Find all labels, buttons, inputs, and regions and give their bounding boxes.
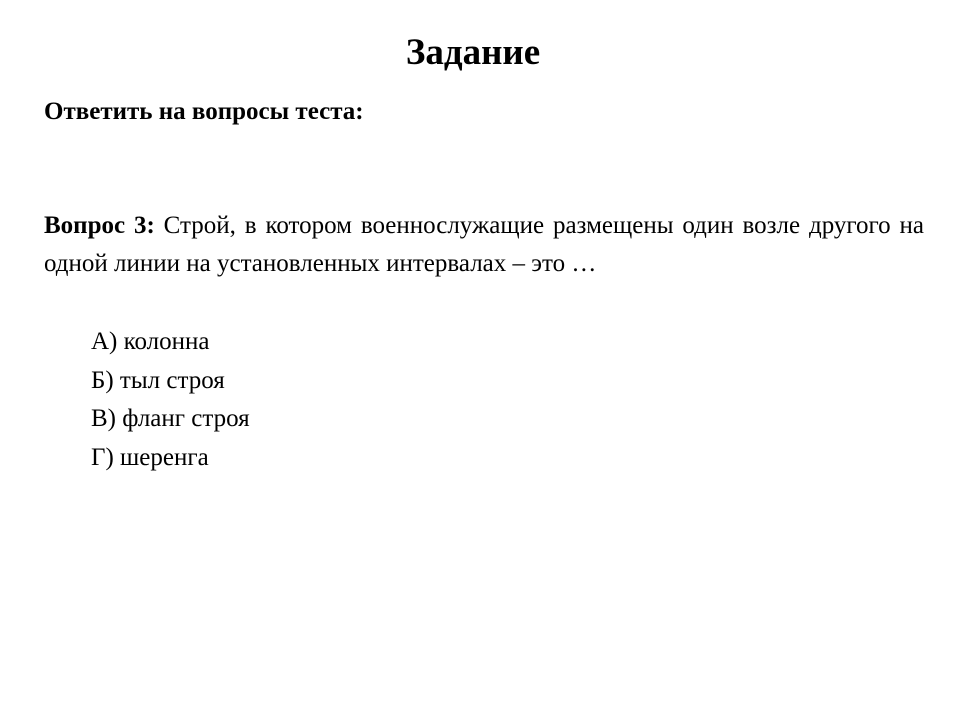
- answer-option-a: А) колонна: [91, 328, 210, 355]
- question-label: Вопрос 3:: [44, 212, 155, 239]
- answer-option-b: Б) тыл строя: [91, 366, 225, 394]
- question-text: Строй, в котором военнослужащие размещены один возле другого на одной линии на установленных интервалах – это …: [44, 212, 924, 277]
- question-block: [44, 207, 924, 283]
- slide-title: Задание: [405, 32, 541, 73]
- instruction-text: Ответить на вопросы теста:: [44, 98, 364, 125]
- answer-options: [91, 323, 250, 477]
- answer-option-c: В) фланг строя: [91, 405, 250, 432]
- answer-option-d: Г) шеренга: [91, 443, 209, 471]
